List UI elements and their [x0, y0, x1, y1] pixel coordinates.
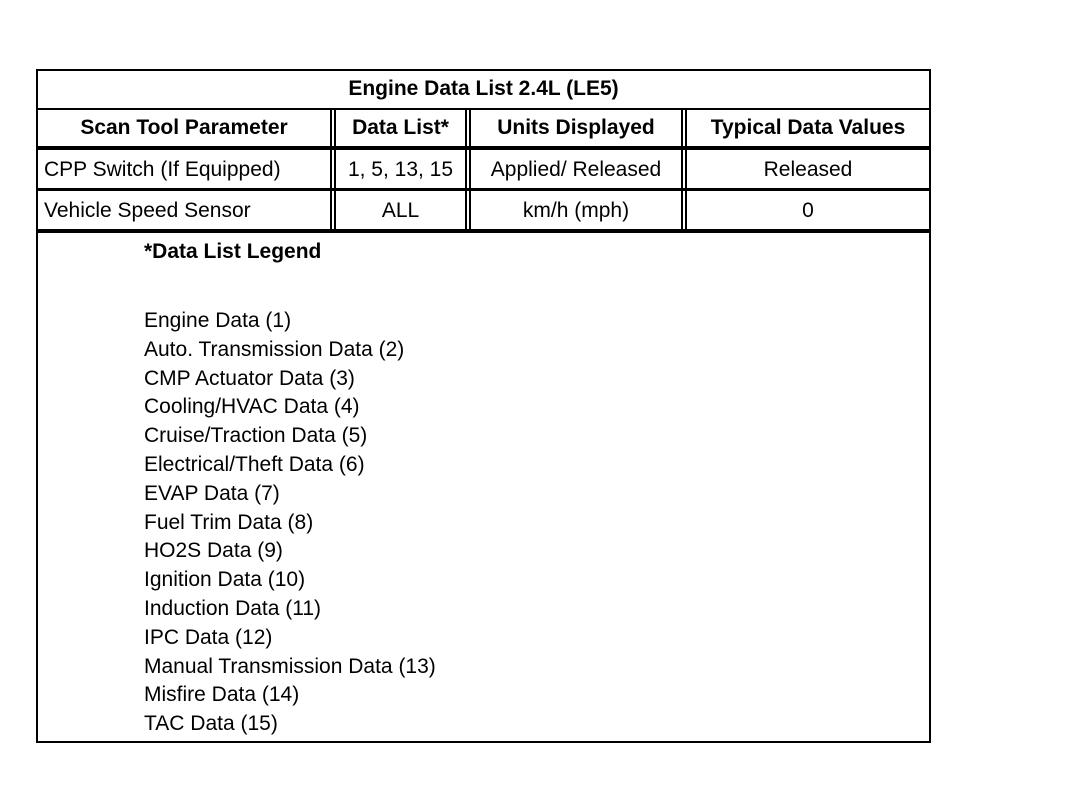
legend-item: CMP Actuator Data (3) [144, 366, 355, 390]
row-1-typical-value: Released [763, 158, 853, 181]
row-1-parameter: CPP Switch (If Equipped) [44, 158, 281, 181]
col-divider-1a [330, 108, 332, 231]
row-2-typical-value: 0 [802, 199, 814, 222]
col-divider-2a [465, 108, 467, 231]
legend-item: Cooling/HVAC Data (4) [144, 395, 360, 419]
row-1-units: Applied/ Released [490, 158, 662, 181]
legend-item: Induction Data (11) [144, 596, 322, 620]
legend-item: Misfire Data (14) [144, 683, 300, 707]
legend-item: Auto. Transmission Data (2) [144, 337, 405, 361]
legend-item: Fuel Trim Data (8) [144, 510, 314, 534]
row-2-units: km/h (mph) [522, 199, 630, 222]
col-divider-3a [681, 108, 683, 231]
legend-title: *Data List Legend [144, 240, 322, 263]
legend-item: Manual Transmission Data (13) [144, 654, 436, 678]
row-1-data-list: 1, 5, 13, 15 [347, 158, 454, 181]
row-2-data-list: ALL [381, 199, 420, 222]
legend-list [144, 307, 436, 739]
legend-item: IPC Data (12) [144, 625, 273, 649]
legend-item: TAC Data (15) [144, 712, 278, 736]
legend-item: Ignition Data (10) [144, 568, 306, 592]
header-data-list: Data List* [352, 116, 449, 139]
legend-item: Cruise/Traction Data (5) [144, 424, 368, 448]
legend-item: Engine Data (1) [144, 309, 292, 332]
row-2-parameter: Vehicle Speed Sensor [44, 199, 251, 222]
legend-item: Electrical/Theft Data (6) [144, 452, 365, 476]
header-units-displayed: Units Displayed [497, 116, 655, 139]
legend-item: EVAP Data (7) [144, 481, 280, 505]
table-title: Engine Data List 2.4L (LE5) [348, 77, 619, 100]
legend-item: HO2S Data (9) [144, 539, 283, 563]
header-typical-data-values: Typical Data Values [710, 116, 906, 139]
header-scan-tool-parameter: Scan Tool Parameter [80, 116, 288, 139]
